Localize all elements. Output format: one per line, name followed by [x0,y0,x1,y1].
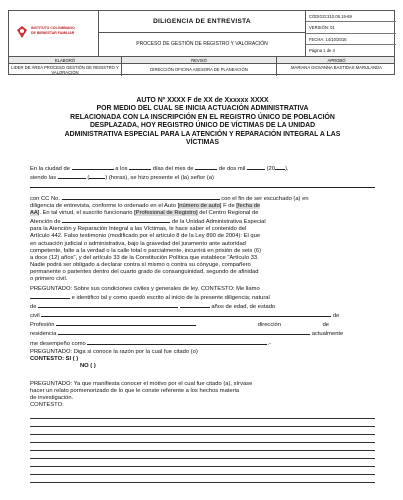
hour-blank[interactable] [58,173,86,179]
text-line: PREGUNTADO: Diga si conoce la razón por la cual fue citado (o) [30,349,198,355]
logo-text-line-1: INSTITUTO COLOMBIANO [31,26,75,30]
year-digits-blank[interactable] [275,164,285,170]
answer-yes[interactable]: CONTESTO: SI ( ) [30,356,79,363]
regional-center-blank[interactable] [62,217,170,223]
question-facts-account [30,381,375,409]
fecha: FECHA: 14/10/2015 [306,34,396,45]
text-line: competente, falte a la verdad o la calle total o parcialmente, incurrirá en prisión de seis (6) [30,247,262,254]
document-title: DILIGENCIA DE ENTREVISTA [99,11,305,33]
auto-title-line: DESPLAZADA, HOY REGISTRO ÚNICO DE VÍCTIMAS DE LA UNIDAD [89,122,316,130]
text: de [322,322,330,329]
answer-line[interactable] [30,442,375,443]
elaboro-value: LIDER DE ÁREA PROCESO GESTIÓN DE REGISTRO Y VALORACIÓN [9,64,122,76]
text: del Centro Regional de [199,210,259,217]
auto-number-placeholder[interactable]: [número de auto] [177,203,222,210]
text-line: en actuación judicial o administrativa, bajo la gravedad del juramento ante autoridad [30,240,246,247]
text: residencia [30,331,57,338]
age-blank[interactable] [180,302,210,308]
text-line: a doce (12) años", y del artículo 33 de la Constitución Política que establece "Artículo 33. [30,254,259,261]
paragraph-opening [30,164,375,191]
codigo: CÓDIGO:310.05.15-69 [306,11,396,22]
answer-line[interactable] [30,426,375,427]
text: de [30,304,37,311]
day-blank[interactable] [129,164,151,170]
auto-title-line: ADMINISTRATIVA ESPECIAL PARA LA ATENCIÓN Y REPARACIÓN INTEGRAL A LAS [64,130,341,138]
text: F de [223,203,235,210]
hour-words-blank[interactable] [87,173,105,182]
text: ) (horas), se hizo presente el (la) señor (a) [105,175,214,182]
civil-status-blank[interactable] [41,311,331,317]
logo-text [31,26,75,35]
text: .- [267,340,271,347]
person-name-blank[interactable] [30,182,375,188]
text: me desempeño como [30,340,86,347]
answer-line[interactable] [30,482,375,483]
text: (20 [266,166,275,172]
answer-line[interactable] [30,434,375,435]
col-reviso: REVISÓ [122,57,277,63]
text: ( [87,175,90,182]
auto-date-placeholder[interactable]: [fecha de [236,203,261,210]
text: Profesión [30,322,55,329]
text-line: hacer un relato pormenorizado de lo que le conste referente a los hechos materia [30,388,240,395]
answer-line[interactable] [30,458,375,459]
answer-label: CONTESTO: [30,402,64,409]
document-meta-cell [306,11,396,56]
text-line: Artículo 442. Falso testimonio (modificado por el artículo 8 de la Ley 890 de 2004): El que [30,233,261,240]
text: de [332,313,340,320]
auto-title [30,97,375,147]
text-line: PREGUNTADO: Sobre sus condiciones civiles y generales de ley. CONTESTO: Me llamo [30,286,260,292]
auto-title-line: POR MEDIO DEL CUAL SE INICIA ACTUACIÓN ADMINISTRATIVA [96,105,309,113]
text: de dos mil [218,166,246,172]
text-line: o primero civil. [30,276,68,283]
text: de la Unidad Administrativa Especial [171,219,266,226]
name-blank[interactable] [30,293,70,299]
col-elaboro: ELABORÓ [9,57,122,63]
question-reason-summoned [30,349,375,370]
col-aprobo: APROBÓ [327,58,346,63]
pagina: Página 1 de 4 [309,47,335,53]
logo-cell [9,11,99,56]
profession-blank[interactable] [56,320,196,326]
text: años de edad, de estado [211,304,276,311]
text: Atención de [30,219,61,226]
logo-text-line-2: DE BIENESTAR FAMILIAR [31,30,75,35]
text-line: PREGUNTADO: Ya que manifiesta conocer el motivo por el cual fue citado (a), sírvase [30,381,253,387]
answer-line[interactable] [30,450,375,451]
month-blank[interactable] [195,164,217,170]
text: actualmente [311,331,344,338]
text-line: de investigación. [30,395,74,402]
auto-date-placeholder-end[interactable]: AA] [30,210,40,217]
auto-title-line: VÍCTIMAS [186,139,219,147]
id-number-blank[interactable] [62,194,220,200]
city-blank[interactable] [72,164,114,170]
text: dirección [257,322,281,329]
text: diligencia de entrevista, conforme lo ordenado en el Auto [30,203,176,210]
text-line: permanente o parientes dentro del cuarto grado de consanguinidad, segundo de afinidad [30,268,259,275]
origin-blank[interactable] [38,302,178,308]
answer-line[interactable] [30,474,375,475]
institution-logo-icon [16,25,28,39]
residence-blank[interactable] [58,329,310,335]
auto-title-line: AUTO Nº XXXX F de XX de Xxxxxx XXXX [136,97,269,104]
text: . En tal virtud, el suscrito funcionario [39,210,133,217]
auto-title-line: RELACIONADA CON LA INSCRIPCIÓN EN EL REGISTRO ÚNICO DE POBLACIÓN [70,113,335,121]
text-line: Nadie podrá ser obligado a declarar contra sí mismo o contra su cónyuge, compañero [30,261,251,268]
version: VERSIÓN: 01 [306,22,396,33]
paragraph-legal-notice [30,194,375,283]
text: con CC No. [30,196,60,202]
text: ), [284,166,289,172]
header-title-cell [99,11,306,56]
occupation-blank[interactable] [87,339,267,345]
text: a los [115,166,128,172]
text: siendo las [30,175,57,182]
answer-no[interactable]: NO ( ) [80,363,96,370]
approval-values-row [9,64,394,76]
question-civil-conditions [30,286,375,348]
text: En la ciudad de [30,166,70,172]
process-name: PROCESO DE GESTIÓN DE REGISTRO Y VALORACIÓN [136,41,268,47]
answer-line[interactable] [30,466,375,467]
text: e identifico tal y como quedó escrito al inicio de la presente diligencia; natural [71,295,270,302]
approval-header-row [9,56,394,64]
text: días del mes de [152,166,194,172]
reviso-value: DIRECCIÓN OFICINA ASESORA DE PLANEACIÓN [122,64,277,76]
document-header-table [8,10,395,75]
text: civil [30,313,40,320]
aprobo-value: MARIANA GIOVANNA BASTIDAS MARULANDA [291,65,382,70]
year-blank[interactable] [247,164,265,170]
answer-line[interactable] [30,418,375,419]
official-role-placeholder[interactable]: [Profesional de Registro] [134,210,198,217]
text-line: para la Atención y Reparación Integral a las Víctimas, le hace saber el contenido del [30,226,247,233]
text: con el fin de ser escuchado (a) en [221,196,309,202]
